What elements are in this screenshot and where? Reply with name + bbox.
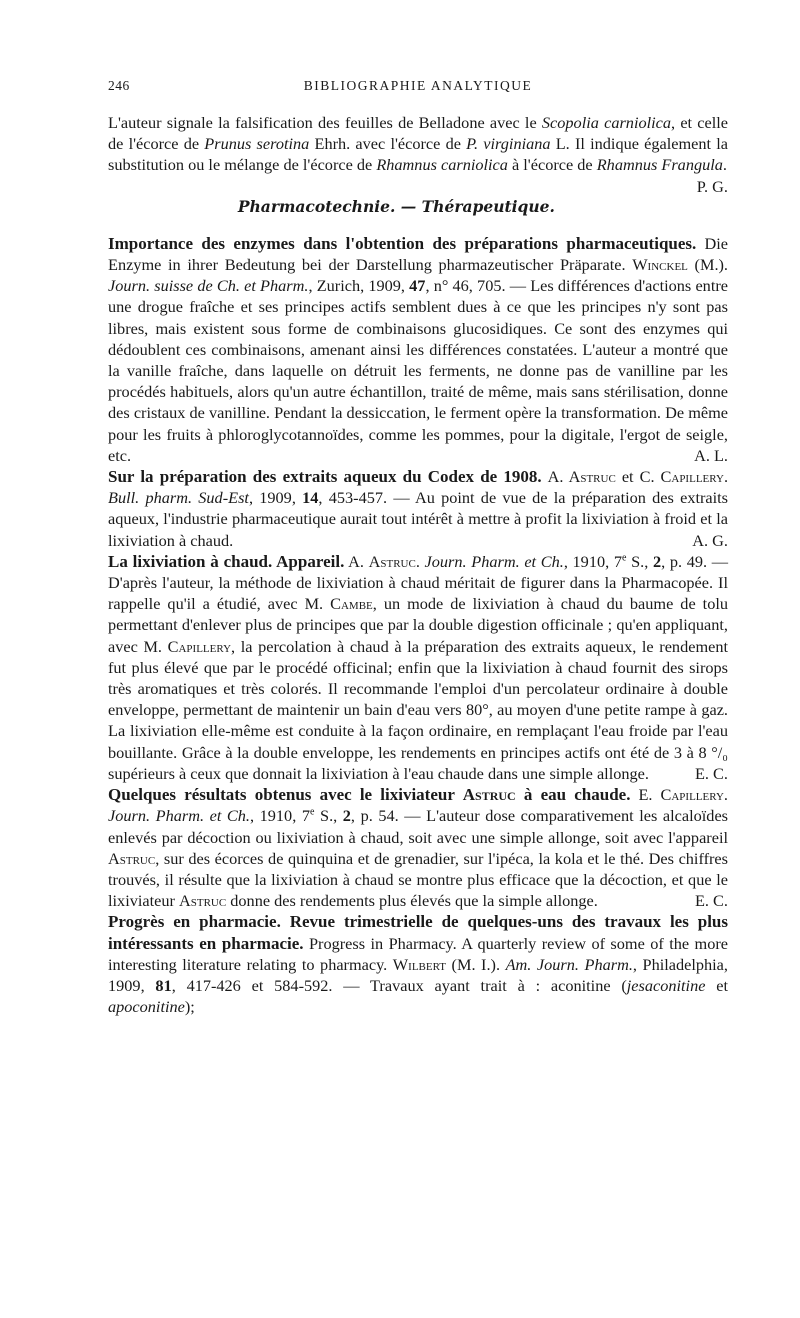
intro-paragraph: L'auteur signale la falsification des feuilles de Belladone avec le Scopolia carniolica, et celle de l'écorce de Prunus serotina Ehrh. avec l'écorce de P. virginiana L. Il indique également la substitution ou le mélange de l'écorce de Rhamnus carniolica à l'écorce de Rhamnus Frangula. P. G. bbox=[108, 113, 729, 196]
bibliography-entry: Sur la préparation des extraits aqueux du Codex de 1908. A. Astruc et C. Capillery. Bull. pharm. Sud-Est, 1909, 14, 453-457. — Au point de vue de la préparation des extraits aqueux, l'industrie pharmaceutique aurait tout intérêt à mettre à profit la lixiviation à froid et la lixiviation à chaud. A. G. bbox=[108, 467, 729, 550]
bibliography-entry: Quelques résultats obtenus avec le lixiviateur Astruc à eau chaude. E. Capillery. Journ. Pharm. et Ch., 1910, 7e S., 2, p. 54. — L'auteur dose comparativement les alcaloïdes enlevés par décoction ou lixiviation à chaud, soit avec une simple allonge, soit avec l'appareil Astruc, sur des écorces de quinquina et de grenadier, sur l'ipéca, la kola et le thé. Des chiffres trouvés, il résulte que la lixiviation à chaud se montre plus efficace que la décoction, et que le lixiviateur Astruc donne des rendements plus élevés que la simple allonge. E. C. bbox=[108, 785, 729, 911]
entry-title: Quelques résultats obtenus avec le lixiviateur Astruc à eau chaude. bbox=[108, 785, 631, 805]
bibliography-entry: Progrès en pharmacie. Revue trimestrielle de quelques-uns des travaux les plus intéressants en pharmacie. Progress in Pharmacy. A quarterly review of some of the more interesting literature relating to pharmacy. Wilbert (M. I.). Am. Journ. Pharm., Philadelphia, 1909, 81, 417-426 et 584-592. — Travaux ayant trait à : aconitine (jesaconitine et apoconitine); bbox=[108, 912, 728, 1017]
bibliography-entry: Importance des enzymes dans l'obtention des préparations pharmaceutiques. Die Enzyme in ihrer Bedeutung bei der Darstellung pharmazeutischer Präparate. Winckel (M.). Journ. suisse de Ch. et Pharm., Zurich, 1909, 47, n° 46, 705. — Les différences d'actions entre une drogue fraîche et ses principes actifs semblent dues à ce que les principes n'y sont pas libres, mais existent sous forme de combinaisons glucosidiques. Ce sont des enzymes qui dédoublent ces combinaisons, amenant ainsi les différences constatées. L'auteur a montré que la vanille fraîche, dans laquelle on détruit les ferments, ne donne pas de vanilline par les procédés habituels, alors qu'un autre échantillon, traité de même, mais sans stérilisation, donne des cristaux de vanilline. Pendant la dessiccation, le ferment opère la transformation. De même pour les fruits à phloroglycotannoïdes, comme les pommes, pour la digitale, l'ergot de seigle, etc. A. L. bbox=[108, 233, 729, 465]
running-title: BIBLIOGRAPHIE ANALYTIQUE bbox=[303, 78, 533, 93]
entry-title: Sur la préparation des extraits aqueux du Codex de 1908. bbox=[108, 467, 542, 487]
bibliography-entry: La lixiviation à chaud. Appareil. A. Astruc. Journ. Pharm. et Ch., 1910, 7e S., 2, p. 49. — D'après l'auteur, la méthode de lixiviation à chaud méritait de figurer dans la Pharmacopée. Il rappelle qu'il a étudié, avec M. Cambe, un mode de lixiviation à chaud du baume de tolu permettant d'enlever plus de principes que par la double digestion officinale ; qu'en appliquant, avec M. Capillery, la percolation à chaud à la préparation des extraits aqueux, le rendement fut plus élevé que par le procédé officinal; enfin que la lixiviation à chaud fournit des sirops très aromatiques et très colorés. Il recommande l'emploi d'un percolateur ordinaire à double enveloppe, permettant de maintenir un bain d'eau vers 80°, au moyen d'une petite rampe à gaz. La lixiviation elle-même est conduite à la façon ordinaire, en remplaçant l'eau froide par l'eau bouillante. Grâce à la double enveloppe, les rendements en principes actifs ont été de 3 à 8 °/₀ supérieurs à ceux que donnait la lixiviation à l'eau chaude dans une simple allonge. E. C. bbox=[108, 551, 729, 783]
page-number: 246 bbox=[108, 78, 130, 93]
page-header bbox=[108, 78, 728, 98]
entry-title: La lixiviation à chaud. Appareil. bbox=[108, 551, 345, 571]
page-body bbox=[108, 112, 728, 1017]
signature: P. G. bbox=[696, 176, 728, 196]
section-heading: Pharmacotechnie. — Thérapeutique. bbox=[237, 196, 555, 216]
signature: A. L. bbox=[694, 445, 728, 465]
entry-title: Progrès en pharmacie. Revue trimestrielle de quelques-uns des travaux les plus intéressants en pharmacie. bbox=[108, 912, 728, 953]
signature: E. C. bbox=[694, 891, 728, 911]
entry-title: Importance des enzymes dans l'obtention des préparations pharmaceutiques. bbox=[108, 233, 697, 253]
signature: A. G. bbox=[692, 530, 728, 550]
signature: E. C. bbox=[694, 763, 728, 783]
